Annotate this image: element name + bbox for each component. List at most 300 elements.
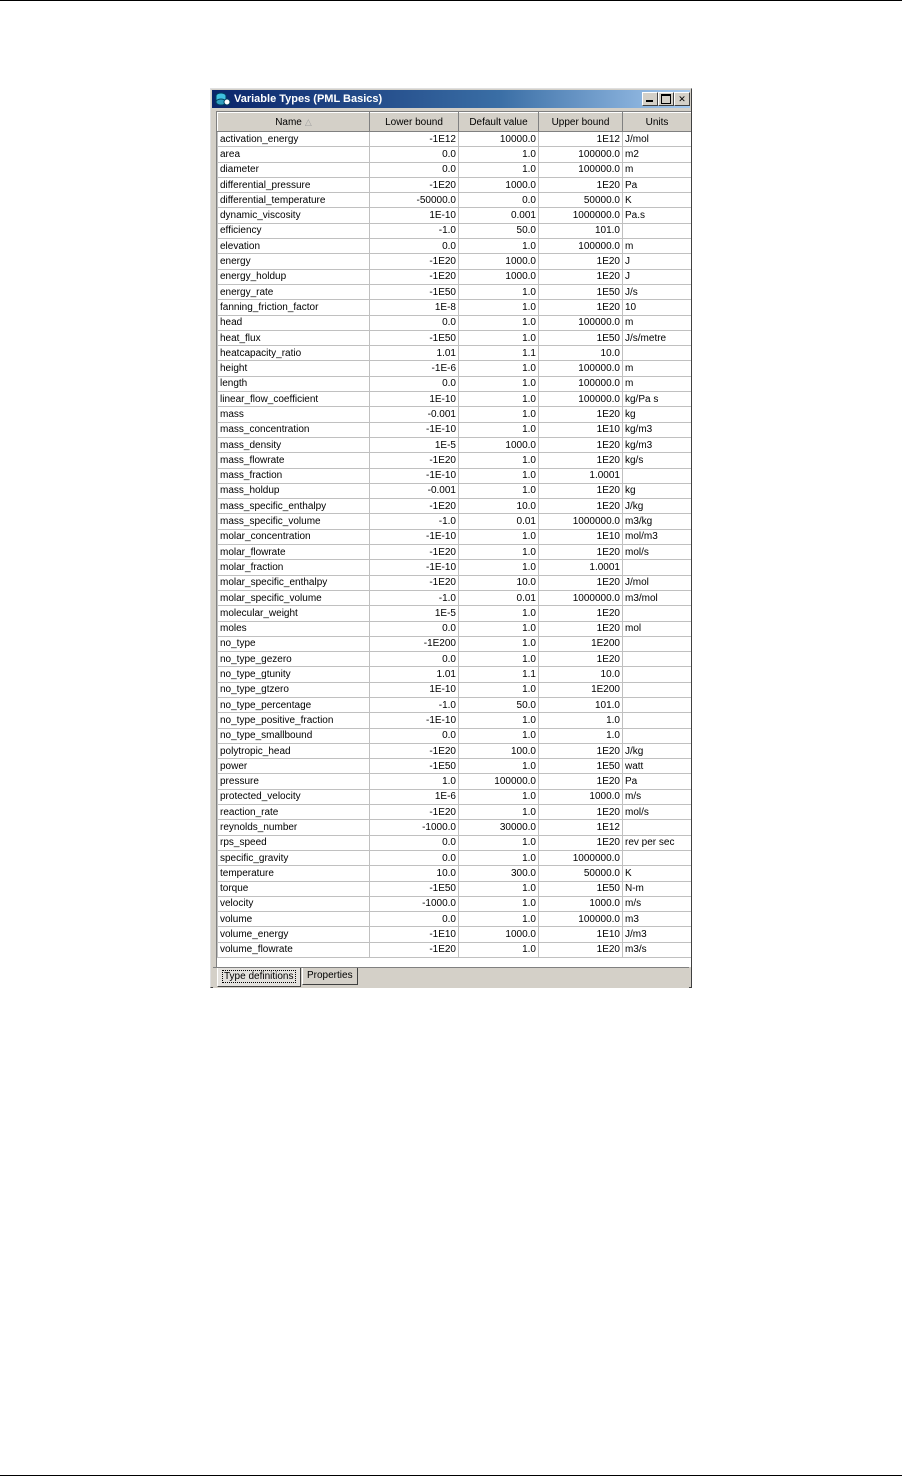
upper-bound-cell[interactable]: 1E20	[539, 774, 623, 789]
default-value-cell[interactable]: 50.0	[459, 697, 539, 712]
table-row[interactable]	[218, 866, 692, 881]
default-value-cell[interactable]: 1.0	[459, 330, 539, 345]
default-value-cell[interactable]: 10000.0	[459, 132, 539, 147]
table-row[interactable]	[218, 529, 692, 544]
table-row[interactable]	[218, 667, 692, 682]
upper-bound-cell[interactable]: 1E20	[539, 575, 623, 590]
upper-bound-cell[interactable]: 1E12	[539, 132, 623, 147]
table-row[interactable]	[218, 636, 692, 651]
lower-bound-cell[interactable]: -1.0	[370, 514, 459, 529]
lower-bound-cell[interactable]: -1.0	[370, 697, 459, 712]
upper-bound-cell[interactable]: 100000.0	[539, 376, 623, 391]
default-value-cell[interactable]: 0.001	[459, 208, 539, 223]
lower-bound-cell[interactable]: 1E-10	[370, 682, 459, 697]
upper-bound-cell[interactable]: 50000.0	[539, 866, 623, 881]
upper-bound-cell[interactable]: 1000000.0	[539, 590, 623, 605]
name-cell[interactable]: efficiency	[218, 223, 370, 238]
name-cell[interactable]: molar_specific_enthalpy	[218, 575, 370, 590]
units-cell[interactable]: kg/Pa s	[623, 392, 692, 407]
default-value-cell[interactable]: 1.1	[459, 346, 539, 361]
table-row[interactable]	[218, 269, 692, 284]
name-cell[interactable]: molar_concentration	[218, 529, 370, 544]
default-value-cell[interactable]: 1.0	[459, 942, 539, 957]
table-row[interactable]	[218, 162, 692, 177]
default-value-cell[interactable]: 0.0	[459, 193, 539, 208]
units-cell[interactable]: m3/kg	[623, 514, 692, 529]
table-row[interactable]	[218, 376, 692, 391]
upper-bound-cell[interactable]: 1E20	[539, 407, 623, 422]
units-cell[interactable]: m2	[623, 147, 692, 162]
minimize-button[interactable]	[642, 92, 658, 106]
units-cell[interactable]: kg/s	[623, 453, 692, 468]
default-value-cell[interactable]: 1.0	[459, 284, 539, 299]
lower-bound-cell[interactable]: 0.0	[370, 912, 459, 927]
units-cell[interactable]: J	[623, 269, 692, 284]
upper-bound-cell[interactable]: 1.0	[539, 713, 623, 728]
units-cell[interactable]	[623, 850, 692, 865]
default-value-cell[interactable]: 1.0	[459, 361, 539, 376]
name-cell[interactable]: no_type_gtzero	[218, 682, 370, 697]
lower-bound-cell[interactable]: 0.0	[370, 850, 459, 865]
name-cell[interactable]: diameter	[218, 162, 370, 177]
upper-bound-cell[interactable]: 1E50	[539, 759, 623, 774]
column-header-default-value[interactable]: Default value	[459, 113, 539, 132]
lower-bound-cell[interactable]: 1E-5	[370, 437, 459, 452]
default-value-cell[interactable]: 1.0	[459, 881, 539, 896]
name-cell[interactable]: differential_temperature	[218, 193, 370, 208]
lower-bound-cell[interactable]: -1.0	[370, 223, 459, 238]
lower-bound-cell[interactable]: -1E20	[370, 942, 459, 957]
units-cell[interactable]	[623, 667, 692, 682]
table-row[interactable]	[218, 407, 692, 422]
lower-bound-cell[interactable]: -1E20	[370, 177, 459, 192]
default-value-cell[interactable]: 1.0	[459, 621, 539, 636]
default-value-cell[interactable]: 1.0	[459, 147, 539, 162]
upper-bound-cell[interactable]: 100000.0	[539, 315, 623, 330]
table-row[interactable]	[218, 132, 692, 147]
lower-bound-cell[interactable]: -1E20	[370, 254, 459, 269]
name-cell[interactable]: energy_rate	[218, 284, 370, 299]
lower-bound-cell[interactable]: 1E-10	[370, 208, 459, 223]
units-cell[interactable]	[623, 713, 692, 728]
lower-bound-cell[interactable]: -1E50	[370, 759, 459, 774]
units-cell[interactable]: J/m3	[623, 927, 692, 942]
upper-bound-cell[interactable]: 101.0	[539, 697, 623, 712]
default-value-cell[interactable]: 1.0	[459, 759, 539, 774]
name-cell[interactable]: molar_specific_volume	[218, 590, 370, 605]
default-value-cell[interactable]: 30000.0	[459, 820, 539, 835]
table-row[interactable]	[218, 774, 692, 789]
default-value-cell[interactable]: 1.0	[459, 789, 539, 804]
upper-bound-cell[interactable]: 101.0	[539, 223, 623, 238]
upper-bound-cell[interactable]: 10.0	[539, 346, 623, 361]
default-value-cell[interactable]: 1.0	[459, 453, 539, 468]
units-cell[interactable]: K	[623, 866, 692, 881]
default-value-cell[interactable]: 1.0	[459, 560, 539, 575]
lower-bound-cell[interactable]: 0.0	[370, 162, 459, 177]
units-cell[interactable]: m	[623, 361, 692, 376]
column-header-upper-bound[interactable]: Upper bound	[539, 113, 623, 132]
default-value-cell[interactable]: 1.0	[459, 315, 539, 330]
tab-type-definitions[interactable]: Type definitions	[217, 968, 301, 987]
default-value-cell[interactable]: 1.0	[459, 162, 539, 177]
default-value-cell[interactable]: 1.0	[459, 636, 539, 651]
column-header-lower-bound[interactable]: Lower bound	[370, 113, 459, 132]
name-cell[interactable]: rps_speed	[218, 835, 370, 850]
default-value-cell[interactable]: 10.0	[459, 499, 539, 514]
units-cell[interactable]	[623, 652, 692, 667]
units-cell[interactable]	[623, 728, 692, 743]
units-cell[interactable]: kg/m3	[623, 422, 692, 437]
upper-bound-cell[interactable]: 1000000.0	[539, 514, 623, 529]
upper-bound-cell[interactable]: 1E20	[539, 483, 623, 498]
name-cell[interactable]: reynolds_number	[218, 820, 370, 835]
name-cell[interactable]: fanning_friction_factor	[218, 300, 370, 315]
units-cell[interactable]: J/s/metre	[623, 330, 692, 345]
name-cell[interactable]: no_type_gtunity	[218, 667, 370, 682]
default-value-cell[interactable]: 1000.0	[459, 927, 539, 942]
table-row[interactable]	[218, 223, 692, 238]
table-row[interactable]	[218, 759, 692, 774]
upper-bound-cell[interactable]: 1E200	[539, 682, 623, 697]
table-row[interactable]	[218, 499, 692, 514]
lower-bound-cell[interactable]: -1E20	[370, 453, 459, 468]
column-header-name[interactable]: Name △	[218, 113, 370, 132]
units-cell[interactable]: kg	[623, 407, 692, 422]
units-cell[interactable]	[623, 346, 692, 361]
lower-bound-cell[interactable]: 1.01	[370, 346, 459, 361]
lower-bound-cell[interactable]: -1E50	[370, 881, 459, 896]
default-value-cell[interactable]: 1.0	[459, 239, 539, 254]
name-cell[interactable]: temperature	[218, 866, 370, 881]
upper-bound-cell[interactable]: 1E20	[539, 805, 623, 820]
default-value-cell[interactable]: 100000.0	[459, 774, 539, 789]
upper-bound-cell[interactable]: 100000.0	[539, 912, 623, 927]
default-value-cell[interactable]: 300.0	[459, 866, 539, 881]
table-row[interactable]	[218, 835, 692, 850]
units-cell[interactable]: m/s	[623, 896, 692, 911]
units-cell[interactable]	[623, 560, 692, 575]
default-value-cell[interactable]: 1000.0	[459, 177, 539, 192]
table-row[interactable]	[218, 850, 692, 865]
upper-bound-cell[interactable]: 1E20	[539, 652, 623, 667]
upper-bound-cell[interactable]: 100000.0	[539, 239, 623, 254]
table-row[interactable]	[218, 682, 692, 697]
table-row[interactable]	[218, 330, 692, 345]
default-value-cell[interactable]: 10.0	[459, 575, 539, 590]
default-value-cell[interactable]: 1.0	[459, 912, 539, 927]
name-cell[interactable]: reaction_rate	[218, 805, 370, 820]
units-cell[interactable]: rev per sec	[623, 835, 692, 850]
units-cell[interactable]: J/mol	[623, 132, 692, 147]
default-value-cell[interactable]: 1.0	[459, 652, 539, 667]
name-cell[interactable]: polytropic_head	[218, 743, 370, 758]
upper-bound-cell[interactable]: 1E20	[539, 835, 623, 850]
table-row[interactable]	[218, 483, 692, 498]
upper-bound-cell[interactable]: 1E20	[539, 453, 623, 468]
table-row[interactable]	[218, 392, 692, 407]
table-row[interactable]	[218, 468, 692, 483]
default-value-cell[interactable]: 100.0	[459, 743, 539, 758]
title-bar[interactable]	[212, 90, 690, 108]
upper-bound-cell[interactable]: 1E20	[539, 300, 623, 315]
lower-bound-cell[interactable]: -1E-10	[370, 468, 459, 483]
name-cell[interactable]: no_type	[218, 636, 370, 651]
units-cell[interactable]: m3/s	[623, 942, 692, 957]
lower-bound-cell[interactable]: -1E20	[370, 269, 459, 284]
units-cell[interactable]: m	[623, 376, 692, 391]
lower-bound-cell[interactable]: -0.001	[370, 483, 459, 498]
lower-bound-cell[interactable]: 0.0	[370, 147, 459, 162]
name-cell[interactable]: mass_holdup	[218, 483, 370, 498]
default-value-cell[interactable]: 1.0	[459, 422, 539, 437]
table-row[interactable]	[218, 896, 692, 911]
lower-bound-cell[interactable]: 1E-10	[370, 392, 459, 407]
table-row[interactable]	[218, 239, 692, 254]
name-cell[interactable]: differential_pressure	[218, 177, 370, 192]
lower-bound-cell[interactable]: -1E-10	[370, 713, 459, 728]
column-header-units[interactable]: Units	[623, 113, 692, 132]
units-cell[interactable]: m	[623, 315, 692, 330]
units-cell[interactable]: watt	[623, 759, 692, 774]
upper-bound-cell[interactable]: 1E20	[539, 437, 623, 452]
lower-bound-cell[interactable]: -1E50	[370, 330, 459, 345]
upper-bound-cell[interactable]: 1E20	[539, 942, 623, 957]
name-cell[interactable]: no_type_gezero	[218, 652, 370, 667]
close-button[interactable]	[674, 92, 690, 106]
lower-bound-cell[interactable]: -1E20	[370, 499, 459, 514]
lower-bound-cell[interactable]: 1.01	[370, 667, 459, 682]
units-cell[interactable]: m/s	[623, 789, 692, 804]
name-cell[interactable]: pressure	[218, 774, 370, 789]
units-cell[interactable]	[623, 223, 692, 238]
name-cell[interactable]: power	[218, 759, 370, 774]
lower-bound-cell[interactable]: -1000.0	[370, 896, 459, 911]
table-row[interactable]	[218, 545, 692, 560]
lower-bound-cell[interactable]: -1E200	[370, 636, 459, 651]
table-row[interactable]	[218, 422, 692, 437]
units-cell[interactable]	[623, 606, 692, 621]
upper-bound-cell[interactable]: 1E10	[539, 927, 623, 942]
table-row[interactable]	[218, 575, 692, 590]
lower-bound-cell[interactable]: -1E20	[370, 545, 459, 560]
upper-bound-cell[interactable]: 1000.0	[539, 789, 623, 804]
table-row[interactable]	[218, 713, 692, 728]
units-cell[interactable]: J/kg	[623, 499, 692, 514]
units-cell[interactable]	[623, 820, 692, 835]
table-row[interactable]	[218, 912, 692, 927]
default-value-cell[interactable]: 1.0	[459, 392, 539, 407]
lower-bound-cell[interactable]: -1E-10	[370, 529, 459, 544]
units-cell[interactable]: m3	[623, 912, 692, 927]
name-cell[interactable]: molar_fraction	[218, 560, 370, 575]
default-value-cell[interactable]: 1.0	[459, 835, 539, 850]
units-cell[interactable]	[623, 468, 692, 483]
table-row[interactable]	[218, 437, 692, 452]
upper-bound-cell[interactable]: 1E50	[539, 330, 623, 345]
name-cell[interactable]: heatcapacity_ratio	[218, 346, 370, 361]
upper-bound-cell[interactable]: 100000.0	[539, 361, 623, 376]
name-cell[interactable]: molar_flowrate	[218, 545, 370, 560]
units-cell[interactable]: N-m	[623, 881, 692, 896]
units-cell[interactable]: kg	[623, 483, 692, 498]
lower-bound-cell[interactable]: -1E10	[370, 927, 459, 942]
lower-bound-cell[interactable]: -1E-10	[370, 560, 459, 575]
lower-bound-cell[interactable]: -1E20	[370, 743, 459, 758]
default-value-cell[interactable]: 1.0	[459, 713, 539, 728]
name-cell[interactable]: moles	[218, 621, 370, 636]
default-value-cell[interactable]: 1000.0	[459, 269, 539, 284]
units-cell[interactable]: Pa.s	[623, 208, 692, 223]
upper-bound-cell[interactable]: 1.0001	[539, 560, 623, 575]
lower-bound-cell[interactable]: 0.0	[370, 652, 459, 667]
lower-bound-cell[interactable]: 1E-8	[370, 300, 459, 315]
table-row[interactable]	[218, 560, 692, 575]
units-cell[interactable]: J/kg	[623, 743, 692, 758]
upper-bound-cell[interactable]: 100000.0	[539, 392, 623, 407]
units-cell[interactable]: Pa	[623, 774, 692, 789]
units-cell[interactable]: mol/s	[623, 545, 692, 560]
name-cell[interactable]: area	[218, 147, 370, 162]
name-cell[interactable]: volume_energy	[218, 927, 370, 942]
lower-bound-cell[interactable]: 0.0	[370, 376, 459, 391]
units-cell[interactable]: m	[623, 162, 692, 177]
name-cell[interactable]: mass_flowrate	[218, 453, 370, 468]
table-row[interactable]	[218, 927, 692, 942]
name-cell[interactable]: specific_gravity	[218, 850, 370, 865]
default-value-cell[interactable]: 1000.0	[459, 254, 539, 269]
name-cell[interactable]: no_type_positive_fraction	[218, 713, 370, 728]
name-cell[interactable]: volume	[218, 912, 370, 927]
upper-bound-cell[interactable]: 1E10	[539, 422, 623, 437]
table-row[interactable]	[218, 300, 692, 315]
default-value-cell[interactable]: 1.0	[459, 850, 539, 865]
upper-bound-cell[interactable]: 1E20	[539, 254, 623, 269]
units-cell[interactable]: J/s	[623, 284, 692, 299]
name-cell[interactable]: elevation	[218, 239, 370, 254]
lower-bound-cell[interactable]: 10.0	[370, 866, 459, 881]
lower-bound-cell[interactable]: -1E12	[370, 132, 459, 147]
name-cell[interactable]: molecular_weight	[218, 606, 370, 621]
default-value-cell[interactable]: 1.0	[459, 682, 539, 697]
default-value-cell[interactable]: 1.0	[459, 376, 539, 391]
name-cell[interactable]: torque	[218, 881, 370, 896]
upper-bound-cell[interactable]: 1E50	[539, 881, 623, 896]
units-cell[interactable]: mol	[623, 621, 692, 636]
variable-types-grid[interactable]	[216, 111, 691, 967]
lower-bound-cell[interactable]: -0.001	[370, 407, 459, 422]
upper-bound-cell[interactable]: 1E20	[539, 177, 623, 192]
upper-bound-cell[interactable]: 1000000.0	[539, 208, 623, 223]
default-value-cell[interactable]: 1.0	[459, 300, 539, 315]
table-row[interactable]	[218, 942, 692, 957]
name-cell[interactable]: mass	[218, 407, 370, 422]
default-value-cell[interactable]: 1.0	[459, 805, 539, 820]
upper-bound-cell[interactable]: 100000.0	[539, 162, 623, 177]
default-value-cell[interactable]: 1.0	[459, 545, 539, 560]
default-value-cell[interactable]: 1.0	[459, 728, 539, 743]
default-value-cell[interactable]: 0.01	[459, 514, 539, 529]
table-row[interactable]	[218, 346, 692, 361]
lower-bound-cell[interactable]: 1E-6	[370, 789, 459, 804]
table-row[interactable]	[218, 881, 692, 896]
lower-bound-cell[interactable]: 1.0	[370, 774, 459, 789]
lower-bound-cell[interactable]: -1.0	[370, 590, 459, 605]
upper-bound-cell[interactable]: 50000.0	[539, 193, 623, 208]
table-row[interactable]	[218, 805, 692, 820]
default-value-cell[interactable]: 1.0	[459, 606, 539, 621]
maximize-button[interactable]	[658, 92, 674, 106]
lower-bound-cell[interactable]: -1E-10	[370, 422, 459, 437]
table-row[interactable]	[218, 177, 692, 192]
table-row[interactable]	[218, 652, 692, 667]
upper-bound-cell[interactable]: 1E20	[539, 499, 623, 514]
upper-bound-cell[interactable]: 100000.0	[539, 147, 623, 162]
units-cell[interactable]: m	[623, 239, 692, 254]
upper-bound-cell[interactable]: 1000.0	[539, 896, 623, 911]
units-cell[interactable]: J	[623, 254, 692, 269]
default-value-cell[interactable]: 1.0	[459, 468, 539, 483]
units-cell[interactable]: mol/m3	[623, 529, 692, 544]
units-cell[interactable]: m3/mol	[623, 590, 692, 605]
name-cell[interactable]: mass_specific_enthalpy	[218, 499, 370, 514]
name-cell[interactable]: no_type_smallbound	[218, 728, 370, 743]
name-cell[interactable]: dynamic_viscosity	[218, 208, 370, 223]
upper-bound-cell[interactable]: 1E20	[539, 743, 623, 758]
table-row[interactable]	[218, 621, 692, 636]
units-cell[interactable]: K	[623, 193, 692, 208]
units-cell[interactable]	[623, 697, 692, 712]
default-value-cell[interactable]: 0.01	[459, 590, 539, 605]
lower-bound-cell[interactable]: -1E-6	[370, 361, 459, 376]
lower-bound-cell[interactable]: 0.0	[370, 315, 459, 330]
default-value-cell[interactable]: 1000.0	[459, 437, 539, 452]
name-cell[interactable]: head	[218, 315, 370, 330]
name-cell[interactable]: energy_holdup	[218, 269, 370, 284]
table-row[interactable]	[218, 254, 692, 269]
upper-bound-cell[interactable]: 1E20	[539, 621, 623, 636]
table-row[interactable]	[218, 697, 692, 712]
upper-bound-cell[interactable]: 1E12	[539, 820, 623, 835]
name-cell[interactable]: no_type_percentage	[218, 697, 370, 712]
upper-bound-cell[interactable]: 1E20	[539, 545, 623, 560]
upper-bound-cell[interactable]: 1E10	[539, 529, 623, 544]
units-cell[interactable]: J/mol	[623, 575, 692, 590]
table-row[interactable]	[218, 728, 692, 743]
name-cell[interactable]: height	[218, 361, 370, 376]
name-cell[interactable]: length	[218, 376, 370, 391]
lower-bound-cell[interactable]: 1E-5	[370, 606, 459, 621]
table-row[interactable]	[218, 514, 692, 529]
name-cell[interactable]: activation_energy	[218, 132, 370, 147]
name-cell[interactable]: mass_concentration	[218, 422, 370, 437]
units-cell[interactable]: kg/m3	[623, 437, 692, 452]
lower-bound-cell[interactable]: -1E20	[370, 575, 459, 590]
lower-bound-cell[interactable]: -50000.0	[370, 193, 459, 208]
units-cell[interactable]: mol/s	[623, 805, 692, 820]
lower-bound-cell[interactable]: 0.0	[370, 239, 459, 254]
table-row[interactable]	[218, 284, 692, 299]
name-cell[interactable]: mass_specific_volume	[218, 514, 370, 529]
lower-bound-cell[interactable]: 0.0	[370, 835, 459, 850]
units-cell[interactable]	[623, 636, 692, 651]
table-row[interactable]	[218, 193, 692, 208]
name-cell[interactable]: mass_fraction	[218, 468, 370, 483]
table-row[interactable]	[218, 361, 692, 376]
table-row[interactable]	[218, 820, 692, 835]
lower-bound-cell[interactable]: 0.0	[370, 728, 459, 743]
table-row[interactable]	[218, 590, 692, 605]
